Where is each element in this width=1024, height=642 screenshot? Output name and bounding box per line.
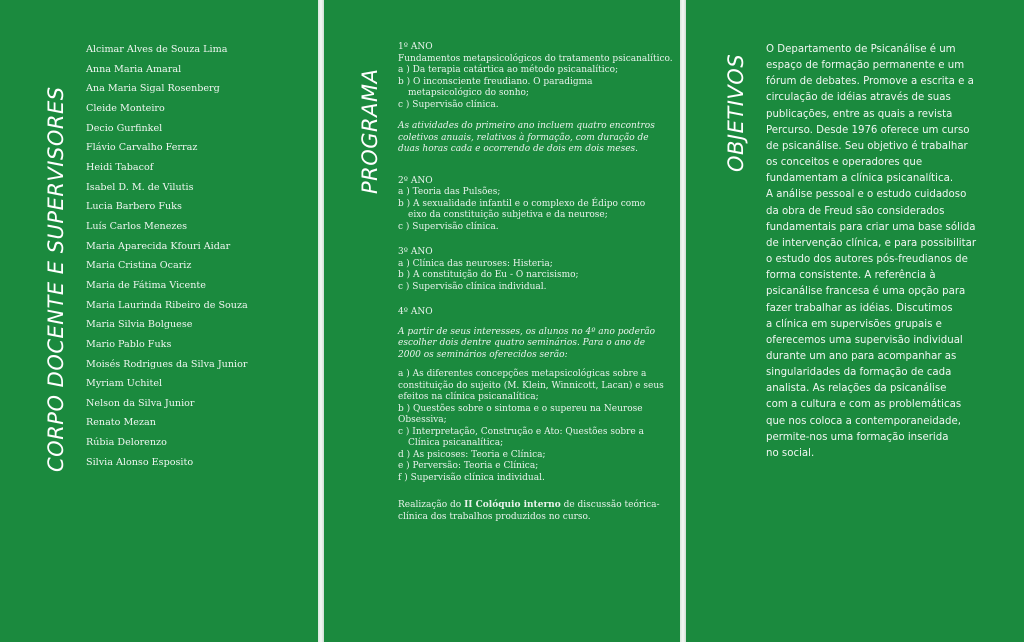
objetivos-line: publicações, entre as quais a revista — [766, 108, 953, 120]
objetivos-line: permite-nos uma formação inserida — [766, 431, 949, 443]
faculty-list — [86, 40, 248, 472]
faculty-name: Decio Gurfinkel — [86, 122, 163, 134]
year-3-heading: 3º ANO — [398, 247, 433, 257]
objetivos-line: de psicanálise. Seu objetivo é trabalhar — [766, 140, 968, 152]
year-1-item: b ) O inconsciente freudiano. O paradigma — [398, 76, 593, 87]
year-4-item: f ) Supervisão clínica individual. — [398, 472, 545, 483]
objetivos-line: espaço de formação permanente e um — [766, 60, 965, 72]
year-4-intro: A partir de seus interesses, os alunos no 4º ano poderão — [398, 326, 656, 337]
programa-footer-cont: clínica dos trabalhos produzidos no curso. — [398, 511, 591, 522]
objetivos-line: psicanálise francesa é uma opção para — [766, 286, 966, 298]
year-1-item: a ) Da terapia catártica ao método psicanalítico; — [398, 65, 619, 75]
faculty-name: Maria Aparecida Kfouri Aidar — [86, 240, 231, 252]
objetivos-line: fazer trabalhar as idéias. Discutimos — [766, 302, 953, 314]
year-1-heading: 1º ANO — [398, 42, 433, 52]
faculty-name: Anna Maria Amaral — [86, 63, 182, 75]
faculty-name: Maria Cristina Ocariz — [86, 260, 192, 272]
objetivos-line: Percurso. Desde 1976 oferece um curso — [766, 124, 970, 136]
coloquio-emphasis: II Colóquio interno — [464, 500, 561, 510]
year-3-item: b ) A constituição do Eu - O narcisismo; — [398, 270, 579, 280]
panel-programa — [324, 0, 680, 642]
faculty-name: Flávio Carvalho Ferraz — [86, 142, 198, 154]
objetivos-line: o estudo dos autores pós-freudianos de — [766, 254, 968, 266]
objetivos-line: com a cultura e com as problemáticas — [766, 399, 962, 411]
year-3-item: c ) Supervisão clínica individual. — [398, 281, 547, 292]
faculty-name: Myriam Uchitel — [86, 378, 163, 390]
objetivos-line: forma consistente. A referência à — [766, 270, 936, 282]
year-4-intro: 2000 os seminários oferecidos serão: — [398, 349, 568, 360]
faculty-name: Heidi Tabacof — [86, 161, 154, 173]
objetivos-line: a clínica em supervisões grupais e — [766, 318, 942, 330]
year-1-note: As atividades do primeiro ano incluem quatro encontros — [398, 121, 655, 131]
year-1-item: c ) Supervisão clínica. — [398, 99, 499, 110]
objetivos-line: O Departamento de Psicanálise é um — [766, 44, 956, 55]
year-1-subject: Fundamentos metapsicológicos do tratamento psicanalítico. — [398, 53, 673, 64]
year-4-intro: escolher dois dentre quatro seminários. Para o ano de — [398, 338, 646, 348]
year-1-item-cont: metapsicológico do sonho; — [408, 88, 529, 98]
objetivos-line: A análise pessoal e o estudo cuidadoso — [766, 189, 967, 201]
objetivos-line: da obra de Freud são considerados — [766, 205, 945, 217]
faculty-name: Lucia Barbero Fuks — [86, 201, 182, 213]
year-4-item: d ) As psicoses: Teoria e Clínica; — [398, 449, 546, 460]
objetivos-line: fundamentam a clínica psicanalítica. — [766, 173, 954, 185]
faculty-name: Nelson da Silva Junior — [86, 397, 195, 409]
panel-objetivos — [686, 0, 1024, 642]
objetivos-text — [766, 42, 992, 462]
objetivos-line: no social. — [766, 447, 815, 459]
year-4-item: c ) Interpretação, Construção e Ato: Questões sobre a — [398, 426, 644, 437]
year-1-note: duas horas cada e ocorrendo de dois em dois meses. — [398, 144, 639, 154]
objetivos-line: os conceitos e operadores que — [766, 157, 923, 169]
objetivos-line: de intervenção clínica, e para possibilitar — [766, 237, 977, 249]
year-4-item-cont: efeitos na clínica psicanalítica; — [398, 392, 539, 402]
year-3-item: a ) Clínica das neuroses: Histeria; — [398, 258, 553, 269]
faculty-name: Cleide Monteiro — [86, 102, 165, 114]
year-2-item: c ) Supervisão clínica. — [398, 221, 499, 232]
corpo-docente-title: CORPO DOCENTE E SUPERVISORES — [44, 86, 68, 472]
year-2-item: a ) Teoria das Pulsões; — [398, 187, 501, 197]
programa-content — [398, 42, 674, 523]
programa-title: PROGRAMA — [358, 68, 382, 194]
objetivos-line: fundamentais para criar uma base sólida — [766, 221, 976, 233]
year-4-item-cont: Clínica psicanalítica; — [408, 438, 504, 448]
year-4-heading: 4º ANO — [398, 307, 433, 317]
objetivos-line: analista. As relações da psicanálise — [766, 383, 947, 395]
faculty-name: Silvia Alonso Esposito — [86, 456, 194, 468]
faculty-name: Maria Silvia Bolguese — [86, 319, 193, 331]
faculty-name: Renato Mezan — [86, 417, 156, 429]
faculty-name: Moisés Rodrigues da Silva Junior — [86, 358, 248, 370]
objetivos-line: fórum de debates. Promove a escrita e a — [766, 76, 974, 88]
objetivos-line: durante um ano para acompanhar as — [766, 350, 957, 362]
objetivos-line: singularidades da formação de cada — [766, 367, 952, 379]
faculty-name: Maria de Fátima Vicente — [86, 279, 206, 291]
programa-footer: Realização do II Colóquio interno de discussão teórica- — [398, 500, 660, 510]
objetivos-title: OBJETIVOS — [724, 53, 748, 172]
faculty-name: Luís Carlos Menezes — [86, 220, 188, 232]
faculty-name: Maria Laurinda Ribeiro de Souza — [86, 299, 248, 311]
faculty-name: Alcimar Alves de Souza Lima — [86, 44, 228, 55]
year-4-item-cont: constituição do sujeito (M. Klein, Winnicott, Lacan) e seus — [398, 380, 664, 391]
year-2-item-cont: eixo da constituição subjetiva e da neurose; — [408, 210, 608, 220]
faculty-name: Isabel D. M. de Vilutis — [86, 181, 194, 193]
year-2-item: b ) A sexualidade infantil e o complexo de Édipo como — [398, 198, 646, 209]
objetivos-line: que nos coloca a contemporaneidade, — [766, 415, 961, 427]
year-4-item: a ) As diferentes concepções metapsicológicas sobre a — [398, 369, 647, 379]
year-1-note: coletivos anuais, relativos à formação, com duração de — [398, 132, 649, 143]
year-4-item: b ) Questões sobre o sintoma e o supereu na Neurose — [398, 403, 643, 414]
year-4-item-cont: Obsessiva; — [398, 415, 447, 425]
faculty-name: Rúbia Delorenzo — [86, 437, 167, 449]
panel-corpo-docente — [0, 0, 318, 642]
year-4-item: e ) Perversão: Teoria e Clínica; — [398, 461, 539, 471]
objetivos-line: circulação de idéias através de suas — [766, 92, 951, 104]
objetivos-line: oferecemos uma supervisão individual — [766, 334, 963, 346]
faculty-name: Mario Pablo Fuks — [86, 338, 172, 350]
faculty-name: Ana Maria Sigal Rosenberg — [86, 83, 220, 95]
year-2-heading: 2º ANO — [398, 175, 433, 186]
